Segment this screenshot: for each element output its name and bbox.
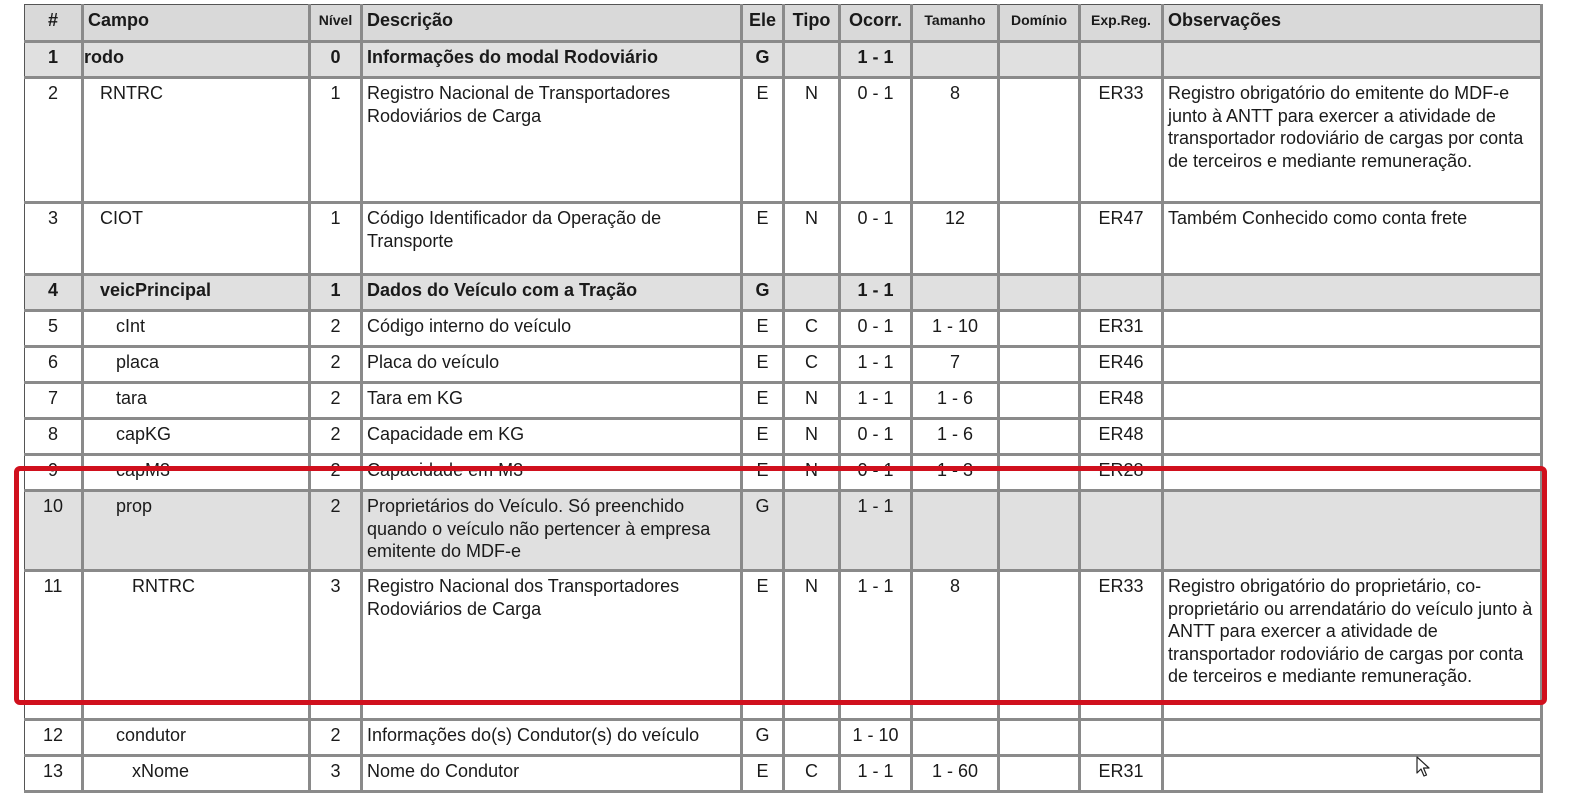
cell-dominio (999, 347, 1080, 383)
cell-observacoes (1163, 756, 1542, 792)
cell-campo: CIOT (83, 203, 310, 275)
cell-tipo: N (784, 78, 840, 203)
cell-tamanho: 8 (912, 571, 999, 720)
cell-campo: placa (83, 347, 310, 383)
cell-ocorr: 1 - 1 (840, 275, 912, 311)
cell-nivel: 0 (310, 42, 362, 78)
cell-num: 7 (25, 383, 83, 419)
cell-tipo: N (784, 383, 840, 419)
cell-ele: G (742, 42, 784, 78)
cell-ele: E (742, 419, 784, 455)
cell-descricao: Dados do Veículo com a Tração (362, 275, 742, 311)
cell-dominio (999, 311, 1080, 347)
table-row (25, 42, 1542, 78)
cell-dominio (999, 419, 1080, 455)
cell-expreg (1080, 275, 1163, 311)
cell-ocorr: 0 - 1 (840, 78, 912, 203)
cell-dominio (999, 383, 1080, 419)
cell-observacoes (1163, 311, 1542, 347)
cell-ele: E (742, 455, 784, 491)
cell-num: 6 (25, 347, 83, 383)
cell-expreg: ER31 (1080, 756, 1163, 792)
table-row (25, 419, 1542, 455)
cell-observacoes: Registro obrigatório do proprietário, co-proprietário ou arrendatário do veículo junto à ANTT para exercer a atividade de transportador rodoviário de cargas por conta de terceiros e mediante remuneração. (1163, 571, 1542, 720)
cell-nivel: 3 (310, 756, 362, 792)
cell-tamanho: 1 - 6 (912, 419, 999, 455)
cell-observacoes (1163, 720, 1542, 756)
field-spec-table (24, 4, 1543, 793)
cell-campo: prop (83, 491, 310, 571)
cell-ocorr: 0 - 1 (840, 455, 912, 491)
table-row (25, 203, 1542, 275)
header-nivel: Nível (310, 5, 362, 42)
cell-tipo (784, 42, 840, 78)
header-tipo: Tipo (784, 5, 840, 42)
cell-num: 3 (25, 203, 83, 275)
header-ocorr: Ocorr. (840, 5, 912, 42)
cell-descricao: Capacidade em M3 (362, 455, 742, 491)
cell-num: 8 (25, 419, 83, 455)
cell-dominio (999, 275, 1080, 311)
cell-nivel: 1 (310, 78, 362, 203)
cell-nivel: 1 (310, 203, 362, 275)
cell-num: 12 (25, 720, 83, 756)
cell-ele: E (742, 311, 784, 347)
cell-ele: E (742, 383, 784, 419)
cell-num: 9 (25, 455, 83, 491)
cell-tipo (784, 720, 840, 756)
cell-campo: rodo (83, 42, 310, 78)
cell-campo: veicPrincipal (83, 275, 310, 311)
cell-observacoes (1163, 347, 1542, 383)
cell-tamanho (912, 42, 999, 78)
cell-expreg (1080, 42, 1163, 78)
cell-observacoes: Também Conhecido como conta frete (1163, 203, 1542, 275)
cell-num: 10 (25, 491, 83, 571)
cell-nivel: 2 (310, 383, 362, 419)
cell-descricao: Proprietários do Veículo. Só preenchido quando o veículo não pertencer à empresa emitente do MDF-e (362, 491, 742, 571)
cell-ele: E (742, 203, 784, 275)
cell-expreg: ER33 (1080, 571, 1163, 720)
cell-descricao: Tara em KG (362, 383, 742, 419)
cell-ele: E (742, 347, 784, 383)
cell-observacoes (1163, 491, 1542, 571)
cell-descricao: Informações do(s) Condutor(s) do veículo (362, 720, 742, 756)
cell-descricao: Informações do modal Rodoviário (362, 42, 742, 78)
cell-campo: RNTRC (83, 571, 310, 720)
cell-observacoes (1163, 419, 1542, 455)
cell-nivel: 2 (310, 491, 362, 571)
table-row (25, 491, 1542, 571)
cell-observacoes (1163, 275, 1542, 311)
cell-num: 5 (25, 311, 83, 347)
cell-nivel: 3 (310, 571, 362, 720)
cell-dominio (999, 455, 1080, 491)
cell-ocorr: 1 - 1 (840, 347, 912, 383)
cell-ocorr: 1 - 1 (840, 383, 912, 419)
cell-num: 1 (25, 42, 83, 78)
cell-ele: E (742, 756, 784, 792)
cell-ocorr: 1 - 1 (840, 756, 912, 792)
cell-tamanho: 1 - 3 (912, 455, 999, 491)
cell-nivel: 2 (310, 455, 362, 491)
cell-observacoes (1163, 42, 1542, 78)
table-header-row (25, 5, 1542, 42)
cell-observacoes (1163, 455, 1542, 491)
cell-expreg: ER46 (1080, 347, 1163, 383)
cell-ocorr: 1 - 1 (840, 571, 912, 720)
cell-tipo: N (784, 571, 840, 720)
table-row (25, 455, 1542, 491)
cell-expreg: ER33 (1080, 78, 1163, 203)
cell-ocorr: 1 - 10 (840, 720, 912, 756)
cell-tamanho: 7 (912, 347, 999, 383)
mouse-pointer-icon (1416, 756, 1430, 778)
table-row (25, 720, 1542, 756)
cell-campo: tara (83, 383, 310, 419)
cell-expreg: ER31 (1080, 311, 1163, 347)
table-row (25, 383, 1542, 419)
header-observacoes: Observações (1163, 5, 1542, 42)
cell-ele: G (742, 491, 784, 571)
cell-num: 11 (25, 571, 83, 720)
cell-campo: capM3 (83, 455, 310, 491)
cell-descricao: Capacidade em KG (362, 419, 742, 455)
header-expreg: Exp.Reg. (1080, 5, 1163, 42)
cell-ele: G (742, 720, 784, 756)
cell-campo: condutor (83, 720, 310, 756)
cell-nivel: 1 (310, 275, 362, 311)
header-dominio: Domínio (999, 5, 1080, 42)
cell-tipo: C (784, 311, 840, 347)
cell-ocorr: 0 - 1 (840, 203, 912, 275)
cell-tipo: N (784, 203, 840, 275)
cell-tamanho: 12 (912, 203, 999, 275)
cell-expreg: ER28 (1080, 455, 1163, 491)
cell-dominio (999, 756, 1080, 792)
cell-dominio (999, 491, 1080, 571)
cell-nivel: 2 (310, 720, 362, 756)
cell-descricao: Nome do Condutor (362, 756, 742, 792)
cell-tipo (784, 275, 840, 311)
table-row (25, 347, 1542, 383)
table-row (25, 275, 1542, 311)
cell-tamanho (912, 491, 999, 571)
cell-tipo: C (784, 347, 840, 383)
cell-num: 4 (25, 275, 83, 311)
cell-tamanho: 1 - 10 (912, 311, 999, 347)
cell-tipo (784, 491, 840, 571)
cell-tamanho (912, 720, 999, 756)
cell-ocorr: 0 - 1 (840, 311, 912, 347)
cell-nivel: 2 (310, 311, 362, 347)
cell-nivel: 2 (310, 419, 362, 455)
cell-ocorr: 0 - 1 (840, 419, 912, 455)
cell-observacoes: Registro obrigatório do emitente do MDF-e junto à ANTT para exercer a atividade de transportador rodoviário de cargas por conta de terceiros e mediante remuneração. (1163, 78, 1542, 203)
header-num: # (25, 5, 83, 42)
cell-dominio (999, 78, 1080, 203)
cell-ocorr: 1 - 1 (840, 42, 912, 78)
cell-tipo: C (784, 756, 840, 792)
cell-tamanho (912, 275, 999, 311)
cell-campo: cInt (83, 311, 310, 347)
cell-expreg (1080, 720, 1163, 756)
cell-expreg (1080, 491, 1163, 571)
cell-dominio (999, 203, 1080, 275)
header-tamanho: Tamanho (912, 5, 999, 42)
cell-nivel: 2 (310, 347, 362, 383)
header-descricao: Descrição (362, 5, 742, 42)
table-body (25, 42, 1542, 792)
cell-dominio (999, 42, 1080, 78)
cell-campo: xNome (83, 756, 310, 792)
cell-dominio (999, 571, 1080, 720)
cell-num: 2 (25, 78, 83, 203)
cell-descricao: Código Identificador da Operação de Transporte (362, 203, 742, 275)
cell-campo: capKG (83, 419, 310, 455)
cell-ele: E (742, 571, 784, 720)
header-campo: Campo (83, 5, 310, 42)
cell-campo: RNTRC (83, 78, 310, 203)
cell-ele: G (742, 275, 784, 311)
cell-ele: E (742, 78, 784, 203)
cell-descricao: Registro Nacional de Transportadores Rodoviários de Carga (362, 78, 742, 203)
cell-tamanho: 1 - 60 (912, 756, 999, 792)
cell-tamanho: 1 - 6 (912, 383, 999, 419)
cell-descricao: Código interno do veículo (362, 311, 742, 347)
cell-expreg: ER48 (1080, 383, 1163, 419)
cell-dominio (999, 720, 1080, 756)
table-row (25, 571, 1542, 720)
cell-tipo: N (784, 455, 840, 491)
cell-descricao: Placa do veículo (362, 347, 742, 383)
cell-num: 13 (25, 756, 83, 792)
cell-ocorr: 1 - 1 (840, 491, 912, 571)
table-row (25, 756, 1542, 792)
cell-observacoes (1163, 383, 1542, 419)
cell-descricao: Registro Nacional dos Transportadores Rodoviários de Carga (362, 571, 742, 720)
table-row (25, 78, 1542, 203)
header-ele: Ele (742, 5, 784, 42)
cell-tipo: N (784, 419, 840, 455)
cell-expreg: ER48 (1080, 419, 1163, 455)
cell-tamanho: 8 (912, 78, 999, 203)
table-row (25, 311, 1542, 347)
cell-expreg: ER47 (1080, 203, 1163, 275)
